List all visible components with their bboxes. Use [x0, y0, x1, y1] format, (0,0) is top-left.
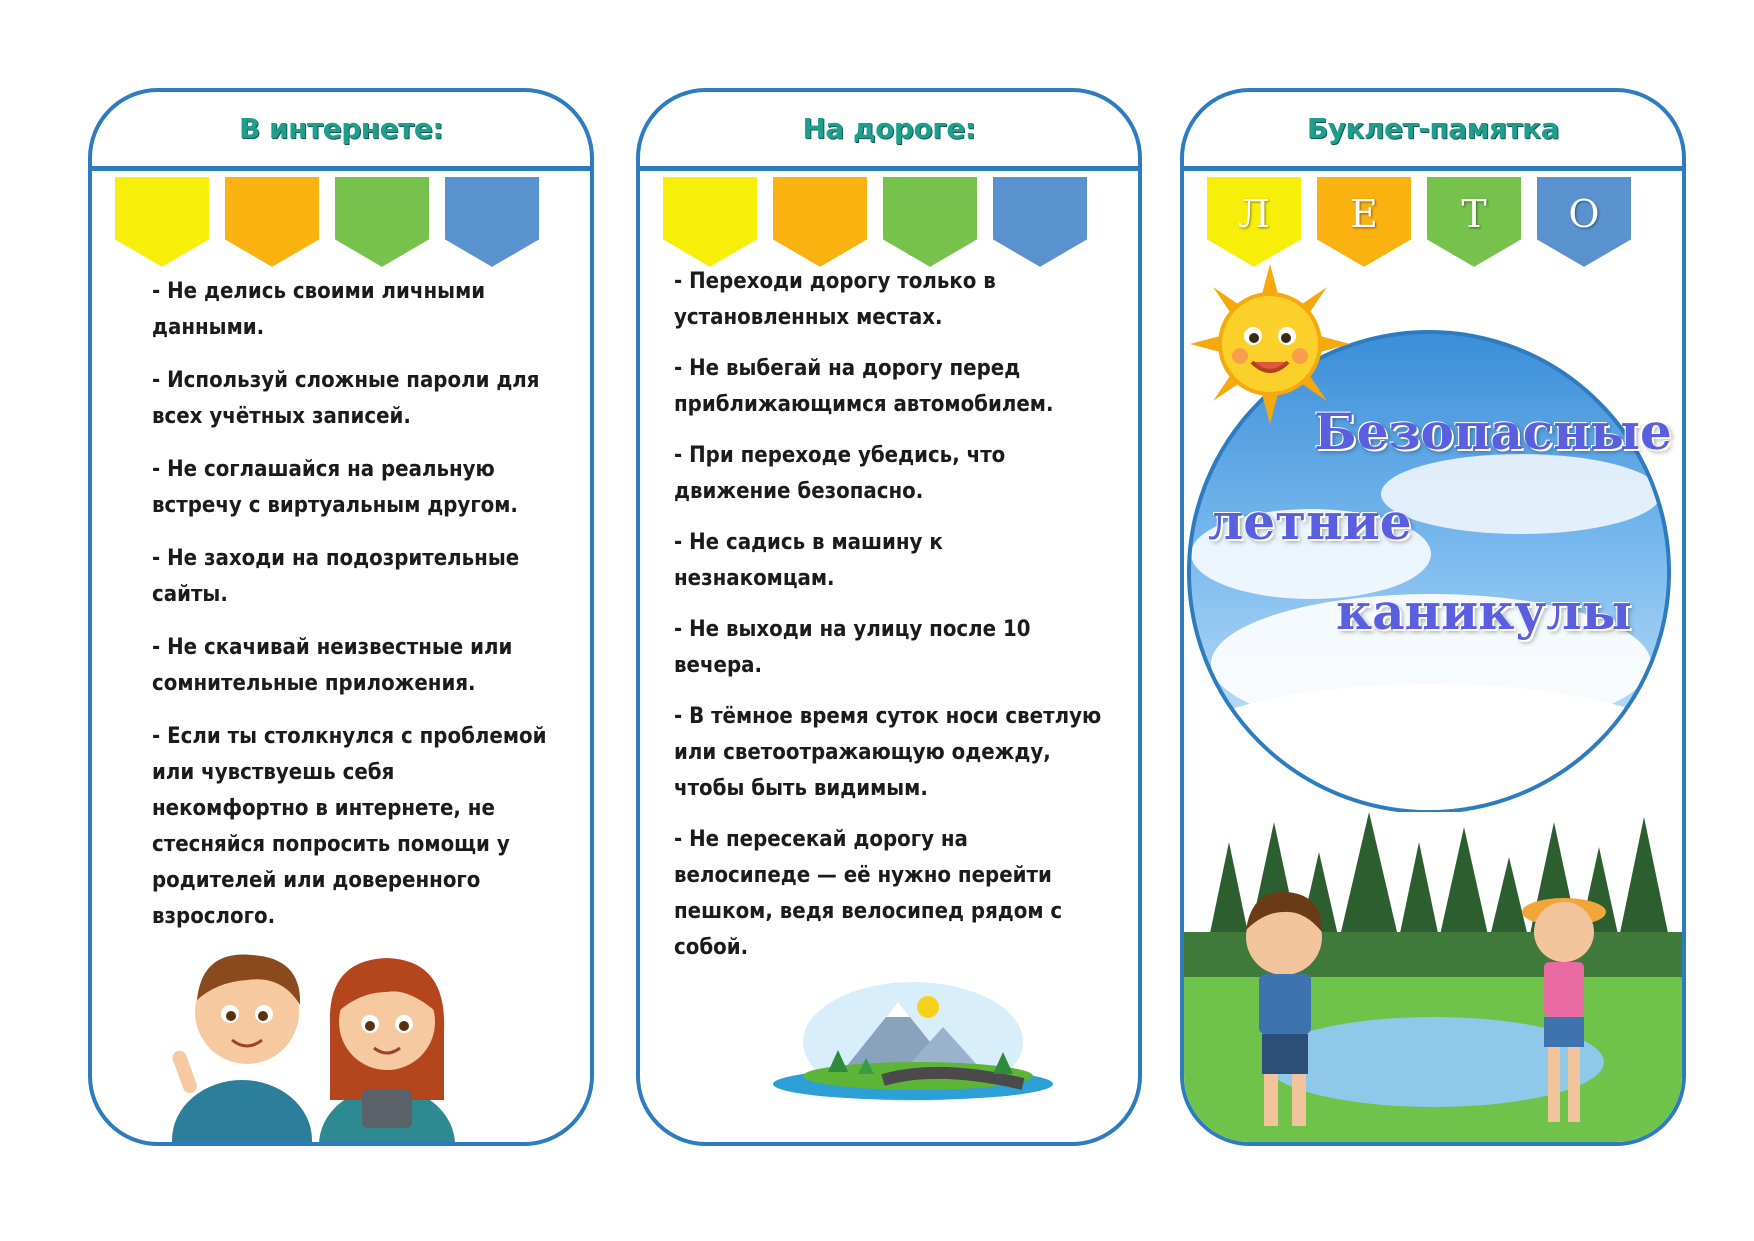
bunting-flag [770, 174, 870, 270]
bunting-flag [112, 174, 212, 270]
panel-title: На дороге: [802, 111, 976, 145]
flag-letter: О [1568, 192, 1600, 236]
bunting-flag [660, 174, 760, 270]
bunting-flag [880, 174, 980, 270]
tips-list [152, 274, 550, 952]
tip-item: - Не делись своими личными данными. [152, 279, 486, 340]
bunting-flags-leto [1204, 174, 1662, 274]
panel-cover [1180, 88, 1686, 1146]
cover-word-1: Безопасные [1314, 402, 1672, 461]
tip-item: - Переходи дорогу только в установленных местах. [674, 269, 996, 330]
bunting-flag [1534, 174, 1634, 270]
title-divider [640, 166, 1138, 171]
booklet-title: Буклет-памятка [1306, 111, 1560, 145]
tip-item: - Если ты столкнулся с проблемой или чувствуешь себя некомфортно в интернете, не стесняйся попросить помощи у родителей или доверенного взрослого. [152, 724, 547, 929]
panel-road [636, 88, 1142, 1146]
bunting-flag [990, 174, 1090, 270]
tip-item: - Не скачивай неизвестные или сомнительные приложения. [152, 635, 513, 696]
tip-item: - Не заходи на подозрительные сайты. [152, 546, 520, 607]
cover-word-2: летние [1208, 492, 1412, 551]
bunting-flag [222, 174, 322, 270]
tip-item: - Не соглашайся на реальную встречу с виртуальным другом. [152, 457, 518, 518]
tip-item: - Не садись в машину к незнакомцам. [674, 530, 943, 591]
title-divider [92, 166, 590, 171]
title-divider [1184, 166, 1682, 171]
tip-item: - Используй сложные пароли для всех учётных записей. [152, 368, 540, 429]
sun-icon [1190, 264, 1350, 424]
bunting-flag [442, 174, 542, 270]
flag-letter: Л [1238, 192, 1270, 236]
cover-word-3: каникулы [1336, 582, 1632, 641]
bunting-flags [660, 174, 1118, 274]
tip-item: - Не выбегай на дорогу перед приближающимся автомобилем. [674, 356, 1054, 417]
kids-by-lake-illustration [1184, 812, 1682, 1146]
bunting-flag [1424, 174, 1524, 270]
panel-title: В интернете: [238, 111, 444, 145]
tip-item: - Не пересекай дорогу на велосипеде — её нужно перейти пешком, ведя велосипед рядом с собой. [674, 827, 1063, 960]
tip-item: - В тёмное время суток носи светлую или светоотражающую одежду, чтобы быть видимым. [674, 704, 1102, 801]
road-landscape-illustration [768, 972, 1058, 1102]
flag-letter: Е [1350, 192, 1378, 236]
flag-letter: Т [1461, 192, 1487, 236]
bunting-flag [1314, 174, 1414, 270]
tip-item: - Не выходи на улицу после 10 вечера. [674, 617, 1031, 678]
tips-list [674, 264, 1108, 981]
tip-item: - При переходе убедись, что движение безопасно. [674, 443, 1006, 504]
bunting-flag [1204, 174, 1304, 270]
bunting-flags [112, 174, 570, 274]
bunting-flag [332, 174, 432, 270]
panel-internet [88, 88, 594, 1146]
kids-with-tablet-illustration [162, 930, 462, 1146]
